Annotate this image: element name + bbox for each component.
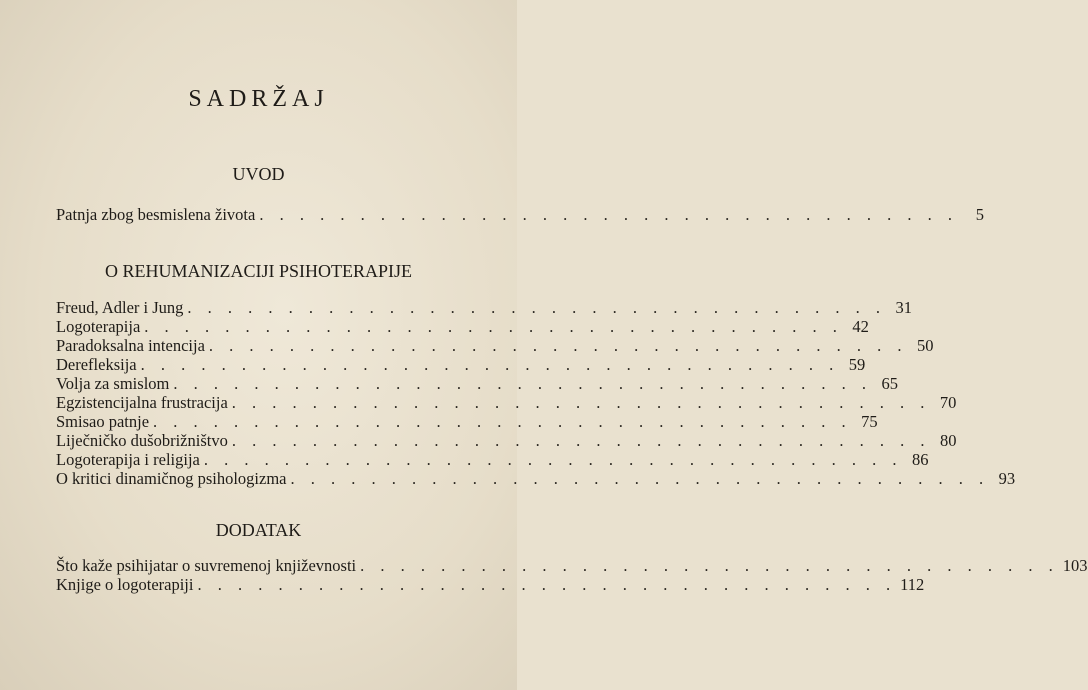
toc-entry — [56, 317, 869, 336]
toc-entry-page: 112 — [900, 575, 925, 594]
toc-list-rehumanizacija — [56, 298, 1016, 488]
toc-entry-page: 93 — [998, 469, 1016, 488]
leader-dots: . . . . . . . . . . . . . . . . . . . . . . . . . . . . . . . . . . . — [203, 450, 903, 469]
section-heading-dodatak: DODATAK — [215, 520, 302, 540]
section-heading-uvod: UVOD — [232, 164, 285, 184]
toc-entry-label: Knjige o logoterapiji — [56, 575, 194, 594]
toc-entry — [56, 393, 957, 412]
toc-entry — [56, 450, 929, 469]
leader-dots: . . . . . . . . . . . . . . . . . . . . . . . . . . . . . . . . . . . — [360, 556, 1059, 575]
toc-entry-page: 59 — [848, 355, 866, 374]
leader-dots: . . . . . . . . . . . . . . . . . . . . . . . . . . . . . . . . . . . — [173, 374, 872, 393]
leader-dots: . . . . . . . . . . . . . . . . . . . . . . . . . . . . . . . . . . . — [290, 469, 990, 488]
leader-dots: . . . . . . . . . . . . . . . . . . . . . . . . . . . . . . . . . . . — [140, 355, 840, 374]
toc-entry — [56, 575, 925, 594]
toc-entry — [56, 336, 934, 355]
toc-entry-page: 5 — [975, 205, 984, 224]
toc-entry — [56, 556, 1088, 575]
toc-entry-label: Smisao patnje — [56, 412, 150, 431]
toc-entry-label: Liječničko dušobrižništvo — [56, 431, 228, 450]
toc-entry-page: 42 — [852, 317, 869, 336]
section-heading-rehumanizacija: O REHUMANIZACIJI PSIHOTERAPIJE — [104, 261, 412, 281]
toc-entry — [56, 469, 1016, 488]
toc-entry-page: 70 — [939, 393, 957, 412]
toc-entry-label: Što kaže psihijatar o suvremenoj književnosti — [56, 556, 357, 575]
toc-entry-label: Volja za smislom — [56, 374, 170, 393]
toc-entry-page: 86 — [911, 450, 929, 469]
leader-dots: . . . . . . . . . . . . . . . . . . . . . . . . . . . . . . . . . . . — [144, 317, 843, 336]
toc-entry — [56, 412, 878, 431]
leader-dots: . . . . . . . . . . . . . . . . . . . . . . . . . . . . . . . . . . . — [197, 575, 897, 594]
toc-list-dodatak — [56, 556, 1088, 594]
leader-dots: . . . . . . . . . . . . . . . . . . . . . . . . . . . . . . . . . . . — [259, 205, 958, 224]
toc-entry-label: Freud, Adler i Jung — [56, 298, 184, 317]
toc-entry-label: Derefleksija — [56, 355, 137, 374]
toc-entry-page: 75 — [861, 412, 878, 431]
toc-entry-label: Paradoksalna intencija — [56, 336, 205, 355]
toc-entry-label: Logoterapija — [56, 317, 141, 336]
toc-entry-label: Logoterapija i religija — [56, 450, 200, 469]
toc-entry-page: 65 — [881, 374, 898, 393]
toc-entry-page: 31 — [895, 298, 913, 317]
toc-entry-page: 50 — [917, 336, 934, 355]
toc-entry-label: Egzistencijalna frustracija — [56, 393, 228, 412]
toc-entry — [56, 355, 866, 374]
toc-entry-page: 103 — [1062, 556, 1088, 575]
toc-entry — [56, 298, 913, 317]
toc-list-uvod — [56, 205, 984, 224]
leader-dots: . . . . . . . . . . . . . . . . . . . . . . . . . . . . . . . . . . . — [153, 412, 852, 431]
page-title: SADRŽAJ — [188, 86, 329, 112]
leader-dots: . . . . . . . . . . . . . . . . . . . . . . . . . . . . . . . . . . . — [231, 393, 931, 412]
toc-entry — [56, 374, 898, 393]
leader-dots: . . . . . . . . . . . . . . . . . . . . . . . . . . . . . . . . . . . — [187, 298, 887, 317]
toc-entry-page: 80 — [939, 431, 957, 450]
toc-entry-label: O kritici dinamičnog psihologizma — [56, 469, 287, 488]
toc-entry — [56, 431, 957, 450]
leader-dots: . . . . . . . . . . . . . . . . . . . . . . . . . . . . . . . . . . . — [231, 431, 931, 450]
toc-entry-label: Patnja zbog besmislena života — [56, 205, 256, 224]
toc-entry — [56, 205, 984, 224]
leader-dots: . . . . . . . . . . . . . . . . . . . . . . . . . . . . . . . . . . . — [208, 336, 908, 355]
